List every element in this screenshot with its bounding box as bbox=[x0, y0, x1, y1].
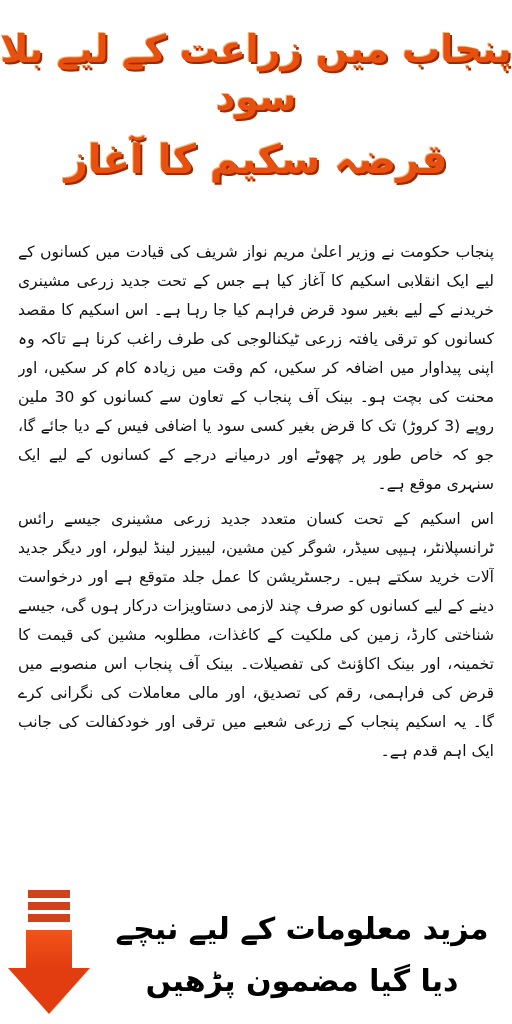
read-more-line-1: مزید معلومات کے لیے نیچے bbox=[115, 912, 489, 947]
read-more-text bbox=[102, 904, 502, 1008]
read-more-line-2: دیا گیا مضمون پڑھیں bbox=[145, 964, 459, 999]
article-body bbox=[18, 238, 494, 798]
page-title-line-1: پنجاب میں زراعت کے لیے بلا سود bbox=[0, 27, 512, 119]
down-arrow-icon bbox=[8, 890, 94, 1015]
article-header bbox=[0, 8, 512, 208]
article-paragraph-1: پنجاب حکومت نے وزیر اعلیٰ مریم نواز شریف کی قیادت میں کسانوں کے لیے ایک انقلابی اسکیم کا آغاز کیا ہے جس کے تحت جدید زرعی مشینری خریدنے کے لیے بغیر سود قرض فراہم کیا جا رہا ہے۔ اس اسکیم کا مقصد کسانوں کو ترقی یافتہ زرعی ٹیکنالوجی کی طرف راغب کرنا ہے تاکہ وہ اپنی پیداوار میں اضافہ کر سکیں، کم وقت میں زیادہ کام کر سکیں، اور محنت کی بچت ہو۔ بینک آف پنجاب کے تعاون سے کسانوں کو 30 ملین روپے (3 کروڑ) تک کا قرض بغیر کسی سود یا اضافی فیس کے دیا جائے گا، جو کہ خاص طور پر چھوٹے اور درمیانے درجے کے کسانوں کے لیے ایک سنہری موقع ہے۔ bbox=[18, 243, 494, 493]
article-paragraph-2: اس اسکیم کے تحت کسان متعدد جدید زرعی مشینری جیسے رائس ٹرانسپلانٹر، ہیپی سیڈر، شوگر کین مشین، لیبیزر لینڈ لیولر، اور دیگر جدید آلات خرید سکتے ہیں۔ رجسٹریشن کا عمل جلد متوقع ہے اور درخواست دینے کے لیے کسانوں کو صرف چند لازمی دستاویزات درکار ہوں گی، جیسے شناختی کارڈ، زمین کی ملکیت کے کاغذات، مطلوبہ مشین کی قیمت کا تخمینہ، اور بینک اکاؤنٹ کی تفصیلات۔ بینک آف پنجاب اس منصوبے میں قرض کی فراہمی، رقم کی تصدیق، اور مالی معاملات کی نگرانی کرے گا۔ یہ اسکیم پنجاب کے زرعی شعبے میں ترقی اور خودکفالت کی جانب ایک اہم قدم ہے۔ bbox=[18, 510, 494, 760]
read-more-banner bbox=[0, 890, 512, 1024]
page-title-line-2: قرضہ سکیم کا آغاز bbox=[64, 137, 448, 183]
